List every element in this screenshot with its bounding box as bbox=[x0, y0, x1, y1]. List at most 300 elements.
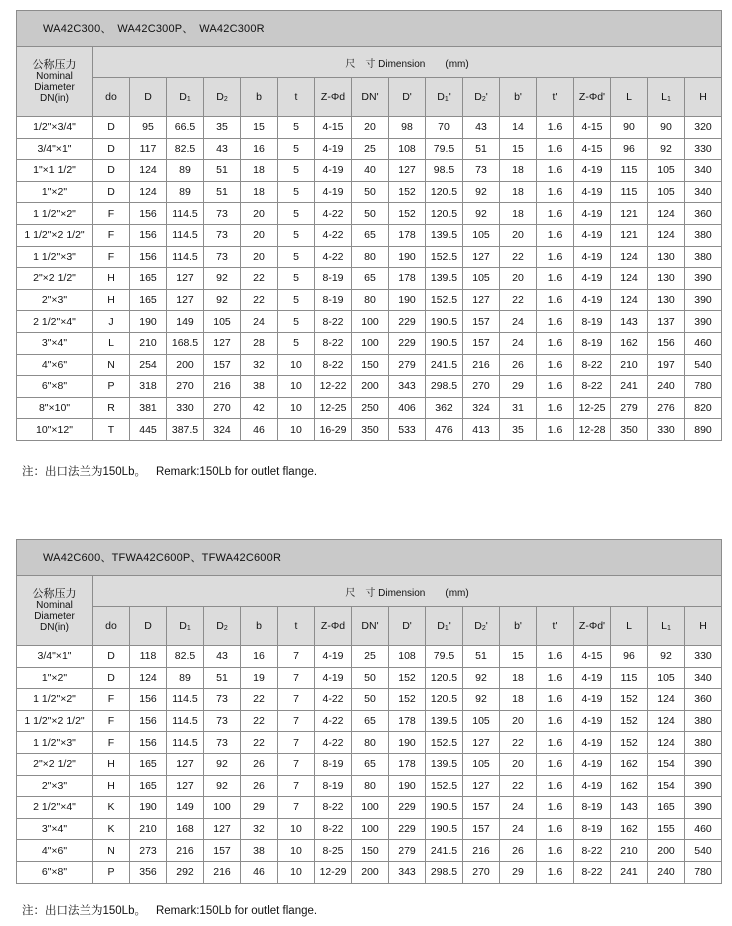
nominal-size-cell: 1 1/2"×2 1/2" bbox=[17, 710, 93, 732]
table-cell: 152 bbox=[611, 689, 648, 711]
table-cell: 7 bbox=[278, 797, 315, 819]
table-cell: 130 bbox=[648, 246, 685, 268]
table-cell: 7 bbox=[278, 732, 315, 754]
table-cell: 154 bbox=[648, 775, 685, 797]
table-cell: 92 bbox=[204, 775, 241, 797]
table-cell: 5 bbox=[278, 332, 315, 354]
table-cell: 5 bbox=[278, 181, 315, 203]
note-cn: 注：出口法兰为150Lb。 bbox=[22, 905, 146, 917]
table-cell: 127 bbox=[167, 289, 204, 311]
column-header: DN' bbox=[352, 78, 389, 117]
column-header: t bbox=[278, 607, 315, 646]
table-cell: H bbox=[93, 268, 130, 290]
table-cell: 330 bbox=[685, 646, 722, 668]
table-cell: 178 bbox=[389, 710, 426, 732]
table-cell: 149 bbox=[167, 311, 204, 333]
table-cell: 121 bbox=[611, 224, 648, 246]
nominal-size-cell: 3/4"×1" bbox=[17, 646, 93, 668]
table-cell: 162 bbox=[611, 753, 648, 775]
table-cell: 8-22 bbox=[574, 376, 611, 398]
table-cell: 50 bbox=[352, 689, 389, 711]
table-cell: 92 bbox=[463, 181, 500, 203]
table-cell: 168 bbox=[167, 818, 204, 840]
column-header: t' bbox=[537, 607, 574, 646]
table-cell: 35 bbox=[204, 117, 241, 139]
table-cell: 90 bbox=[611, 117, 648, 139]
table-cell: 18 bbox=[500, 160, 537, 182]
column-header: do bbox=[93, 78, 130, 117]
dn-label: DN(in) bbox=[40, 92, 69, 104]
table-cell: 156 bbox=[130, 732, 167, 754]
table-cell: 18 bbox=[500, 203, 537, 225]
table-cell: 270 bbox=[167, 376, 204, 398]
column-header: L bbox=[611, 607, 648, 646]
table-cell: D bbox=[93, 138, 130, 160]
table-cell: 380 bbox=[685, 710, 722, 732]
table-cell: 1.6 bbox=[537, 861, 574, 883]
table-cell: 190 bbox=[130, 797, 167, 819]
table-cell: 4-22 bbox=[315, 710, 352, 732]
table-cell: 152 bbox=[611, 710, 648, 732]
table-cell: 5 bbox=[278, 268, 315, 290]
note-cn: 注：出口法兰为150Lb。 bbox=[22, 466, 146, 478]
table-cell: 298.5 bbox=[426, 861, 463, 883]
table-cell: 152.5 bbox=[426, 246, 463, 268]
table-cell: 66.5 bbox=[167, 117, 204, 139]
column-header: D' bbox=[389, 607, 426, 646]
table-cell: 20 bbox=[241, 246, 278, 268]
column-header: $L_1$ bbox=[648, 607, 685, 646]
table-cell: 1.6 bbox=[537, 160, 574, 182]
table-cell: 127 bbox=[463, 246, 500, 268]
table-cell: 65 bbox=[352, 224, 389, 246]
table-cell: 241 bbox=[611, 861, 648, 883]
column-header: do bbox=[93, 607, 130, 646]
table-cell: 1.6 bbox=[537, 224, 574, 246]
table-cell: 124 bbox=[648, 732, 685, 754]
table-cell: 127 bbox=[463, 775, 500, 797]
table-cell: 20 bbox=[500, 710, 537, 732]
table-cell: 26 bbox=[241, 753, 278, 775]
table-cell: 105 bbox=[463, 753, 500, 775]
table-cell: 73 bbox=[204, 246, 241, 268]
nominal-size-cell: 6"×8" bbox=[17, 861, 93, 883]
nominal-size-cell: 1"×2" bbox=[17, 181, 93, 203]
nominal-diameter-header bbox=[17, 576, 93, 646]
table-row bbox=[17, 138, 722, 160]
table-cell: 8-19 bbox=[574, 311, 611, 333]
table-cell: 156 bbox=[130, 203, 167, 225]
nominal-size-cell: 2 1/2"×4" bbox=[17, 311, 93, 333]
table-cell: 356 bbox=[130, 861, 167, 883]
table-cell: 124 bbox=[130, 667, 167, 689]
table-cell: 4-19 bbox=[315, 138, 352, 160]
table-cell: F bbox=[93, 710, 130, 732]
column-header: DN' bbox=[352, 607, 389, 646]
table-cell: 318 bbox=[130, 376, 167, 398]
table-cell: 387.5 bbox=[167, 419, 204, 441]
table-cell: 156 bbox=[130, 710, 167, 732]
table-cell: 108 bbox=[389, 138, 426, 160]
table-cell: 5 bbox=[278, 224, 315, 246]
table-cell: 4-19 bbox=[574, 224, 611, 246]
nominal-size-cell: 1 1/2"×2" bbox=[17, 689, 93, 711]
table-cell: 279 bbox=[611, 397, 648, 419]
table-cell: 1.6 bbox=[537, 376, 574, 398]
table-cell: 1.6 bbox=[537, 268, 574, 290]
table-cell: 390 bbox=[685, 753, 722, 775]
column-header: $D_1'$ bbox=[426, 607, 463, 646]
table-cell: 340 bbox=[685, 181, 722, 203]
table-cell: 92 bbox=[648, 646, 685, 668]
table-cell: 98.5 bbox=[426, 160, 463, 182]
table-row bbox=[17, 818, 722, 840]
table-cell: 89 bbox=[167, 181, 204, 203]
table-cell: 22 bbox=[241, 289, 278, 311]
table-cell: 29 bbox=[500, 376, 537, 398]
table-cell: 229 bbox=[389, 797, 426, 819]
table-cell: 445 bbox=[130, 419, 167, 441]
table-cell: 32 bbox=[241, 354, 278, 376]
table-cell: N bbox=[93, 840, 130, 862]
table-cell: 216 bbox=[463, 840, 500, 862]
table-cell: 4-19 bbox=[315, 160, 352, 182]
table-cell: 8-19 bbox=[315, 289, 352, 311]
table-cell: 50 bbox=[352, 203, 389, 225]
table-cell: 65 bbox=[352, 710, 389, 732]
table-cell: 330 bbox=[167, 397, 204, 419]
table-cell: 70 bbox=[426, 117, 463, 139]
table-cell: 210 bbox=[130, 332, 167, 354]
table-cell: 150 bbox=[352, 354, 389, 376]
column-header: D bbox=[130, 78, 167, 117]
column-header: Z-Φd bbox=[315, 78, 352, 117]
table-cell: 4-19 bbox=[574, 203, 611, 225]
note-en: Remark:150Lb for outlet flange. bbox=[155, 466, 318, 478]
table-cell: 130 bbox=[648, 289, 685, 311]
table-row bbox=[17, 419, 722, 441]
table-cell: 82.5 bbox=[167, 138, 204, 160]
nominal-size-cell: 2"×3" bbox=[17, 289, 93, 311]
table-cell: 73 bbox=[204, 689, 241, 711]
table-cell: 4-15 bbox=[574, 646, 611, 668]
table-cell: 114.5 bbox=[167, 732, 204, 754]
table-cell: 460 bbox=[685, 332, 722, 354]
table-cell: 51 bbox=[204, 181, 241, 203]
column-header: b' bbox=[500, 607, 537, 646]
table-cell: K bbox=[93, 797, 130, 819]
table-cell: 89 bbox=[167, 667, 204, 689]
table-cell: 4-19 bbox=[574, 667, 611, 689]
table-cell: 5 bbox=[278, 311, 315, 333]
table-cell: 340 bbox=[685, 160, 722, 182]
table-cell: 46 bbox=[241, 861, 278, 883]
table-cell: 4-19 bbox=[574, 160, 611, 182]
table-cell: 216 bbox=[167, 840, 204, 862]
nominal-size-cell: 1"×2" bbox=[17, 667, 93, 689]
table-cell: 7 bbox=[278, 775, 315, 797]
table-cell: 10 bbox=[278, 354, 315, 376]
table-cell: 152 bbox=[611, 732, 648, 754]
table-cell: 80 bbox=[352, 775, 389, 797]
table-cell: 95 bbox=[130, 117, 167, 139]
table-cell: 279 bbox=[389, 840, 426, 862]
table-cell: 105 bbox=[463, 710, 500, 732]
table-cell: N bbox=[93, 354, 130, 376]
dimension-table bbox=[16, 46, 722, 441]
table-cell: 200 bbox=[648, 840, 685, 862]
table-cell: 1.6 bbox=[537, 840, 574, 862]
table-cell: 380 bbox=[685, 732, 722, 754]
table-cell: 7 bbox=[278, 710, 315, 732]
table-cell: 152 bbox=[389, 667, 426, 689]
table-cell: 105 bbox=[463, 224, 500, 246]
table-cell: 360 bbox=[685, 203, 722, 225]
table-row bbox=[17, 667, 722, 689]
table-cell: 4-22 bbox=[315, 224, 352, 246]
table-cell: 178 bbox=[389, 268, 426, 290]
table-cell: 8-22 bbox=[315, 311, 352, 333]
table-cell: 50 bbox=[352, 181, 389, 203]
column-header: $D_2'$ bbox=[463, 607, 500, 646]
column-header: $D_2$ bbox=[204, 607, 241, 646]
note-en: Remark:150Lb for outlet flange. bbox=[155, 905, 318, 917]
table-cell: 165 bbox=[130, 753, 167, 775]
table-cell: 127 bbox=[204, 332, 241, 354]
table-cell: 12-29 bbox=[315, 861, 352, 883]
table-cell: 350 bbox=[352, 419, 389, 441]
table-cell: 127 bbox=[204, 818, 241, 840]
table-cell: 50 bbox=[352, 667, 389, 689]
table-cell: 5 bbox=[278, 138, 315, 160]
table-cell: 73 bbox=[463, 160, 500, 182]
table-cell: 276 bbox=[648, 397, 685, 419]
table-cell: 216 bbox=[204, 376, 241, 398]
table-cell: 43 bbox=[463, 117, 500, 139]
table-cell: 7 bbox=[278, 667, 315, 689]
table-cell: 8-19 bbox=[315, 268, 352, 290]
table-cell: D bbox=[93, 117, 130, 139]
table-cell: D bbox=[93, 181, 130, 203]
table-cell: 20 bbox=[500, 268, 537, 290]
table-cell: 46 bbox=[241, 419, 278, 441]
table-cell: 152.5 bbox=[426, 732, 463, 754]
table-row bbox=[17, 332, 722, 354]
table-cell: 139.5 bbox=[426, 753, 463, 775]
nominal-size-cell: 3/4"×1" bbox=[17, 138, 93, 160]
nominal-size-cell: 3"×4" bbox=[17, 818, 93, 840]
table-cell: 127 bbox=[389, 160, 426, 182]
table-cell: 10 bbox=[278, 397, 315, 419]
table-cell: 5 bbox=[278, 117, 315, 139]
table-cell: 8-25 bbox=[315, 840, 352, 862]
table-cell: 18 bbox=[500, 667, 537, 689]
table-cell: F bbox=[93, 224, 130, 246]
table-cell: 162 bbox=[611, 775, 648, 797]
table-cell: R bbox=[93, 397, 130, 419]
table-cell: 156 bbox=[130, 224, 167, 246]
table-cell: 270 bbox=[463, 376, 500, 398]
table-cell: 127 bbox=[463, 289, 500, 311]
nominal-size-cell: 4"×6" bbox=[17, 354, 93, 376]
table-cell: 8-19 bbox=[315, 775, 352, 797]
table-cell: 273 bbox=[130, 840, 167, 862]
table-cell: 24 bbox=[500, 818, 537, 840]
table-row bbox=[17, 203, 722, 225]
nominal-size-cell: 6"×8" bbox=[17, 376, 93, 398]
table-cell: 10 bbox=[278, 419, 315, 441]
outlet-note bbox=[22, 463, 317, 479]
table-cell: 390 bbox=[685, 289, 722, 311]
table-cell: 229 bbox=[389, 818, 426, 840]
table-cell: 360 bbox=[685, 689, 722, 711]
table-cell: 279 bbox=[389, 354, 426, 376]
table-cell: 5 bbox=[278, 160, 315, 182]
table-row bbox=[17, 840, 722, 862]
column-header: $L_1$ bbox=[648, 78, 685, 117]
table-cell: 390 bbox=[685, 775, 722, 797]
table-cell: 540 bbox=[685, 354, 722, 376]
table-cell: 156 bbox=[648, 332, 685, 354]
table-cell: 51 bbox=[463, 646, 500, 668]
table-cell: 124 bbox=[648, 203, 685, 225]
table-cell: 229 bbox=[389, 332, 426, 354]
table-cell: 25 bbox=[352, 138, 389, 160]
table-cell: 26 bbox=[500, 354, 537, 376]
table-cell: H bbox=[93, 753, 130, 775]
table-cell: 157 bbox=[463, 332, 500, 354]
table-cell: 15 bbox=[500, 138, 537, 160]
table-cell: 5 bbox=[278, 246, 315, 268]
table-cell: 24 bbox=[500, 332, 537, 354]
table-cell: 380 bbox=[685, 246, 722, 268]
table-cell: 108 bbox=[389, 646, 426, 668]
table-cell: 1.6 bbox=[537, 797, 574, 819]
nominal-size-cell: 3"×4" bbox=[17, 332, 93, 354]
table-cell: 1.6 bbox=[537, 117, 574, 139]
table-cell: 92 bbox=[648, 138, 685, 160]
table-cell: 178 bbox=[389, 224, 426, 246]
table-section-wa42c600 bbox=[16, 539, 722, 884]
table-cell: 80 bbox=[352, 289, 389, 311]
column-header: Z-Φd' bbox=[574, 607, 611, 646]
table-cell: 118 bbox=[130, 646, 167, 668]
table-cell: 190.5 bbox=[426, 311, 463, 333]
table-cell: 780 bbox=[685, 861, 722, 883]
table-title: WA42C600、TFWA42C600P、TFWA42C600R bbox=[16, 539, 722, 575]
nominal-size-cell: 2 1/2"×4" bbox=[17, 797, 93, 819]
table-cell: 390 bbox=[685, 797, 722, 819]
table-cell: 216 bbox=[463, 354, 500, 376]
table-cell: 406 bbox=[389, 397, 426, 419]
table-row bbox=[17, 689, 722, 711]
table-cell: 4-22 bbox=[315, 689, 352, 711]
diameter-label-en: Diameter bbox=[34, 81, 75, 93]
table-cell: 241.5 bbox=[426, 840, 463, 862]
table-cell: 270 bbox=[204, 397, 241, 419]
table-cell: 73 bbox=[204, 732, 241, 754]
table-cell: 124 bbox=[611, 289, 648, 311]
table-cell: 1.6 bbox=[537, 203, 574, 225]
table-cell: 73 bbox=[204, 710, 241, 732]
table-cell: 162 bbox=[611, 332, 648, 354]
table-cell: 22 bbox=[241, 689, 278, 711]
table-cell: 190 bbox=[389, 289, 426, 311]
table-cell: 190.5 bbox=[426, 797, 463, 819]
table-cell: F bbox=[93, 732, 130, 754]
table-cell: 80 bbox=[352, 246, 389, 268]
table-cell: 20 bbox=[352, 117, 389, 139]
table-cell: 4-15 bbox=[574, 117, 611, 139]
table-cell: 10 bbox=[278, 840, 315, 862]
table-cell: 190 bbox=[130, 311, 167, 333]
nominal-size-cell: 2"×2 1/2" bbox=[17, 753, 93, 775]
table-cell: 10 bbox=[278, 818, 315, 840]
table-cell: 92 bbox=[204, 753, 241, 775]
table-row bbox=[17, 732, 722, 754]
table-cell: 154 bbox=[648, 753, 685, 775]
table-cell: 324 bbox=[463, 397, 500, 419]
table-cell: 105 bbox=[463, 268, 500, 290]
table-cell: 100 bbox=[204, 797, 241, 819]
nominal-label-cn: 公称压力 bbox=[32, 58, 77, 71]
table-cell: 476 bbox=[426, 419, 463, 441]
table-cell: 15 bbox=[241, 117, 278, 139]
nominal-size-cell: 1 1/2"×2 1/2" bbox=[17, 224, 93, 246]
table-cell: 4-22 bbox=[315, 732, 352, 754]
table-cell: 12-25 bbox=[574, 397, 611, 419]
nominal-diameter-header bbox=[17, 47, 93, 117]
table-cell: 4-22 bbox=[315, 203, 352, 225]
table-cell: 143 bbox=[611, 797, 648, 819]
table-cell: 124 bbox=[130, 181, 167, 203]
table-cell: 7 bbox=[278, 689, 315, 711]
table-cell: 12-28 bbox=[574, 419, 611, 441]
dimension-header: 尺 寸 Dimension (mm) bbox=[93, 47, 722, 78]
nominal-label-en: Nominal bbox=[36, 70, 73, 82]
table-cell: 162 bbox=[611, 818, 648, 840]
table-cell: H bbox=[93, 289, 130, 311]
table-cell: 73 bbox=[204, 203, 241, 225]
table-cell: 105 bbox=[648, 181, 685, 203]
table-cell: 10 bbox=[278, 861, 315, 883]
table-row bbox=[17, 268, 722, 290]
table-cell: 121 bbox=[611, 203, 648, 225]
table-cell: 22 bbox=[500, 732, 537, 754]
table-cell: T bbox=[93, 419, 130, 441]
table-cell: 241.5 bbox=[426, 354, 463, 376]
column-header: b bbox=[241, 607, 278, 646]
table-cell: 139.5 bbox=[426, 224, 463, 246]
table-cell: 1.6 bbox=[537, 289, 574, 311]
table-cell: 115 bbox=[611, 667, 648, 689]
table-cell: 8-22 bbox=[315, 797, 352, 819]
table-cell: 8-19 bbox=[315, 753, 352, 775]
table-cell: 127 bbox=[463, 732, 500, 754]
table-cell: 51 bbox=[204, 667, 241, 689]
table-cell: 1.6 bbox=[537, 354, 574, 376]
table-cell: 4-19 bbox=[574, 289, 611, 311]
table-cell: 4-19 bbox=[574, 246, 611, 268]
table-cell: 4-22 bbox=[315, 246, 352, 268]
table-cell: 26 bbox=[241, 775, 278, 797]
table-cell: 390 bbox=[685, 311, 722, 333]
table-cell: 150 bbox=[352, 840, 389, 862]
table-cell: 35 bbox=[500, 419, 537, 441]
table-cell: 100 bbox=[352, 311, 389, 333]
table-row bbox=[17, 646, 722, 668]
nominal-size-cell: 1/2"×3/4" bbox=[17, 117, 93, 139]
